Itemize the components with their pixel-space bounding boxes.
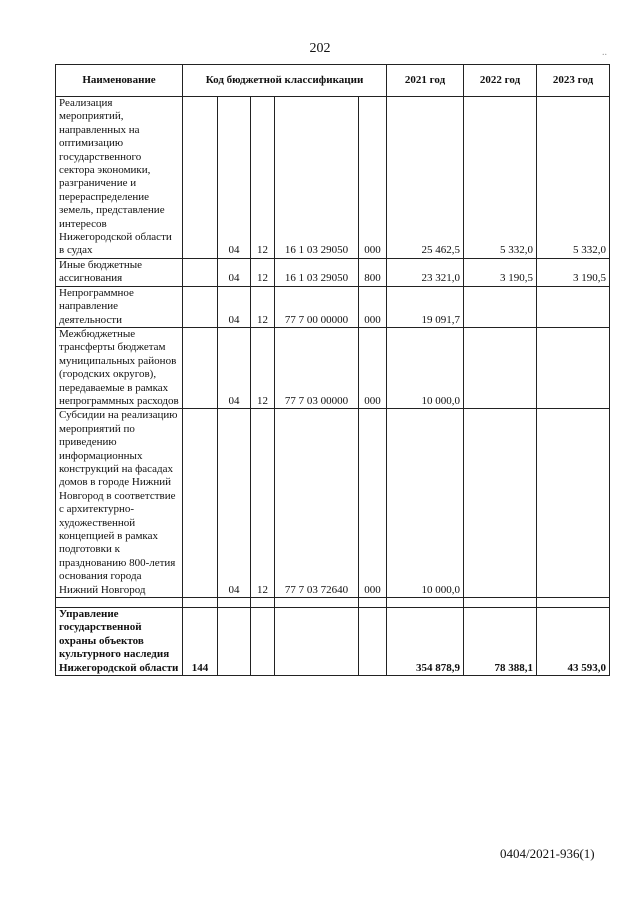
row-ved	[183, 409, 218, 598]
row-name: Управление государственной охраны объектов культурного наследия Нижегородской области	[56, 608, 183, 676]
table-row	[56, 97, 610, 259]
row-rz: 04	[218, 97, 251, 259]
corner-mark: ..	[602, 47, 607, 58]
row-vr: 800	[359, 258, 387, 286]
row-2021: 23 321,0	[387, 258, 464, 286]
page-number: 202	[309, 41, 331, 56]
row-pr: 12	[251, 258, 275, 286]
row-ved	[183, 258, 218, 286]
row-vr: 000	[359, 97, 387, 259]
row-2021: 25 462,5	[387, 97, 464, 259]
row-csr	[275, 608, 359, 676]
row-2022: 5 332,0	[464, 97, 537, 259]
row-csr: 16 1 03 29050	[275, 258, 359, 286]
row-vr: 000	[359, 327, 387, 408]
row-name: Субсидии на реализацию мероприятий по приведению информационных конструкций на фасадах домов в городе Нижний Новгород в соответствие с архитектурно-художественной концепцией в рамках подготовки к празднованию 800-летия основания города Нижний Новгород	[56, 409, 183, 598]
row-2023: 43 593,0	[537, 608, 610, 676]
row-2022: 3 190,5	[464, 258, 537, 286]
row-rz: 04	[218, 409, 251, 598]
row-2022	[464, 327, 537, 408]
row-csr: 77 7 03 00000	[275, 327, 359, 408]
row-pr: 12	[251, 97, 275, 259]
row-ved	[183, 327, 218, 408]
header-2021: 2021 год	[387, 65, 464, 97]
table-row	[56, 409, 610, 598]
row-vr: 000	[359, 286, 387, 327]
row-csr: 16 1 03 29050	[275, 97, 359, 259]
row-pr	[251, 608, 275, 676]
row-rz: 04	[218, 327, 251, 408]
row-name: Иные бюджетные ассигнования	[56, 258, 183, 286]
row-2021: 10 000,0	[387, 327, 464, 408]
spacer-row	[56, 598, 610, 608]
row-pr: 12	[251, 409, 275, 598]
row-2022: 78 388,1	[464, 608, 537, 676]
row-2022	[464, 409, 537, 598]
row-2021: 19 091,7	[387, 286, 464, 327]
row-name: Непрограммное направление деятельности	[56, 286, 183, 327]
row-name: Межбюджетные трансферты бюджетам муниципальных районов (городских округов), передаваемые в рамках непрограммных расходов	[56, 327, 183, 408]
table-row	[56, 608, 610, 676]
row-rz	[218, 608, 251, 676]
row-rz: 04	[218, 286, 251, 327]
row-2021: 354 878,9	[387, 608, 464, 676]
row-ved	[183, 286, 218, 327]
header-name: Наименование	[56, 65, 183, 97]
document-number: 0404/2021-936(1)	[500, 846, 595, 861]
row-2022	[464, 286, 537, 327]
row-2023	[537, 327, 610, 408]
row-2023	[537, 286, 610, 327]
table-row	[56, 258, 610, 286]
row-vr	[359, 608, 387, 676]
row-name: Реализация мероприятий, направленных на оптимизацию государственного сектора экономики, разграничение и перераспределение земель, представление интересов Нижегородской области в судах	[56, 97, 183, 259]
table-row	[56, 327, 610, 408]
row-ved	[183, 97, 218, 259]
header-row	[56, 65, 610, 97]
row-ved: 144	[183, 608, 218, 676]
row-2021: 10 000,0	[387, 409, 464, 598]
row-2023	[537, 409, 610, 598]
row-rz: 04	[218, 258, 251, 286]
table-row	[56, 286, 610, 327]
row-pr: 12	[251, 286, 275, 327]
header-code: Код бюджетной классификации	[183, 65, 387, 97]
row-2023: 5 332,0	[537, 97, 610, 259]
header-2023: 2023 год	[537, 65, 610, 97]
budget-table	[55, 64, 610, 676]
header-2022: 2022 год	[464, 65, 537, 97]
row-csr: 77 7 00 00000	[275, 286, 359, 327]
row-2023: 3 190,5	[537, 258, 610, 286]
row-vr: 000	[359, 409, 387, 598]
row-csr: 77 7 03 72640	[275, 409, 359, 598]
row-pr: 12	[251, 327, 275, 408]
